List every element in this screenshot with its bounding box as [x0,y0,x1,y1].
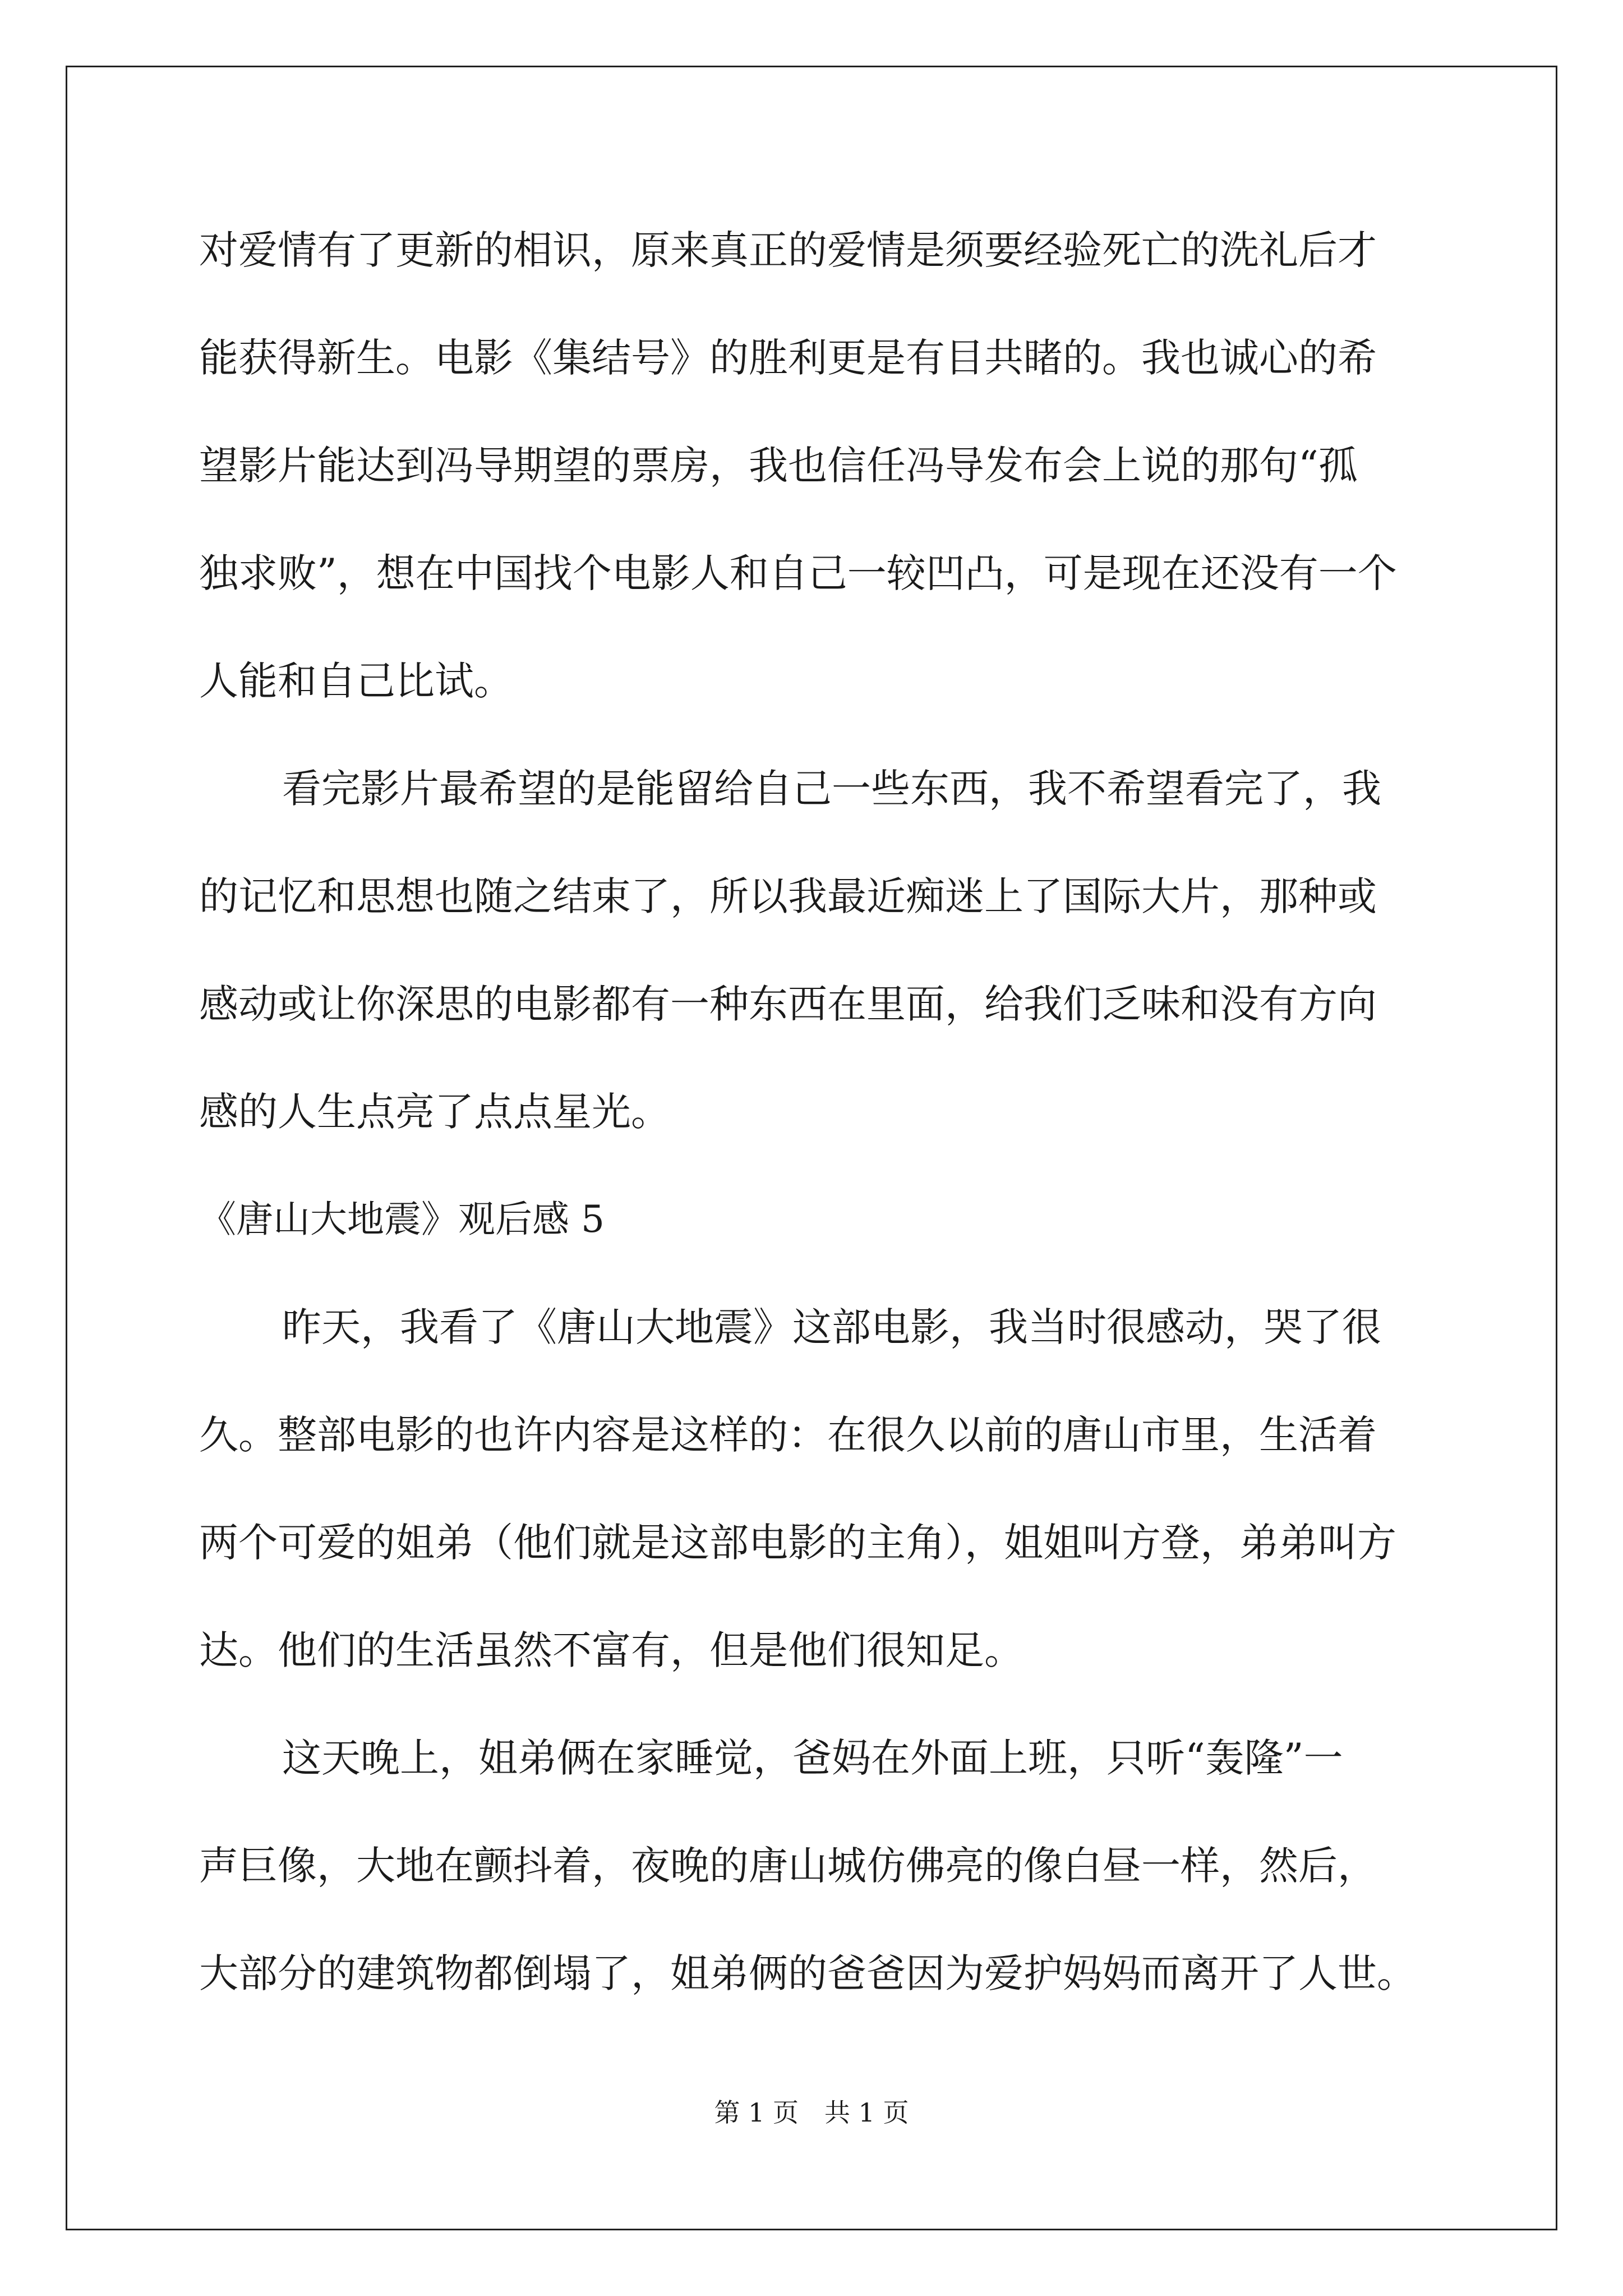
page-number-footer: 第 1 页 共 1 页 [714,2097,909,2128]
paragraph-line: 两个可爱的姐弟（他们就是这部电影的主角），姐姐叫方登，弟弟叫方 [199,1520,1396,1566]
paragraph-line: 这天晚上，姐弟俩在家睡觉，爸妈在外面上班，只听“轰隆”一 [282,1735,1343,1781]
paragraph-line: 能获得新生。电影《集结号》的胜利更是有目共睹的。我也诚心的希 [199,335,1377,381]
paragraph-line: 声巨像，大地在颤抖着，夜晚的唐山城仿佛亮的像白昼一样，然后， [199,1843,1377,1889]
paragraph-line: 对爱情有了更新的相识，原来真正的爱情是须要经验死亡的洗礼后才 [199,227,1377,273]
paragraph-line: 达。他们的生活虽然不富有，但是他们很知足。 [199,1627,1023,1673]
paragraph-line: 久。整部电影的也许内容是这样的：在很久以前的唐山市里，生活着 [199,1412,1377,1458]
paragraph-line: 感动或让你深思的电影都有一种东西在里面，给我们乏味和没有方向 [199,981,1377,1027]
paragraph-line: 昨天，我看了《唐山大地震》这部电影，我当时很感动，哭了很 [282,1304,1381,1350]
paragraph-line: 感的人生点亮了点点星光。 [199,1089,670,1135]
paragraph-line: 望影片能达到冯导期望的票房，我也信任冯导发布会上说的那句“孤 [199,443,1358,489]
page-border [66,66,1557,2230]
paragraph-line: 看完影片最希望的是能留给自己一些东西，我不希望看完了，我 [282,766,1381,812]
paragraph-line: 的记忆和思想也随之结束了，所以我最近痴迷上了国际大片，那种或 [199,873,1377,919]
paragraph-line: 人能和自己比试。 [199,658,513,704]
paragraph-line: 大部分的建筑物都倒塌了，姐弟俩的爸爸因为爱护妈妈而离开了人世。 [199,1950,1416,1996]
section-heading: 《唐山大地震》观后感 5 [199,1198,605,1241]
paragraph-line: 独求败”，想在中国找个电影人和自己一较凹凸，可是现在还没有一个 [199,550,1397,596]
